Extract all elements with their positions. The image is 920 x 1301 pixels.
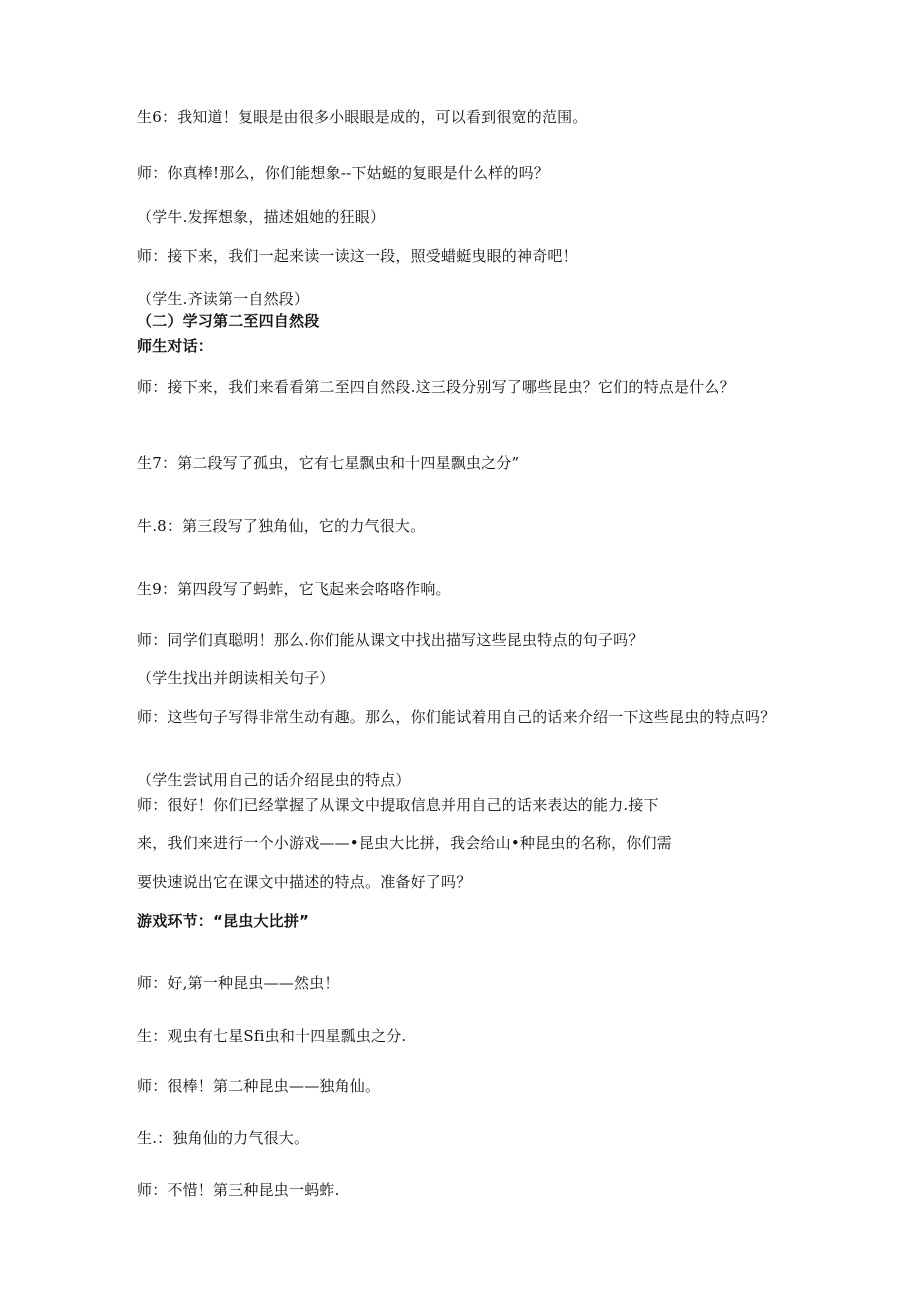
dialogue-line: 师：很棒！第二种昆虫——独角仙。 [137, 1077, 381, 1095]
dialogue-line: 师：这些句子写得非常生动有趣。那么，你们能试着用自己的话来介绍一下这些昆虫的特点吗？ [137, 708, 776, 726]
dialogue-line: 师：好,第一种昆虫——然虫！ [137, 974, 340, 992]
stage-direction: （学生.齐读第一自然段） [137, 290, 310, 308]
section-heading: 游戏环节：“昆虫大比拼” [137, 912, 310, 930]
dialogue-line: 师：接下来，我们来看看第二至四自然段.这三段分别写了哪些昆虫？它们的特点是什么？ [137, 378, 735, 396]
dialogue-line: 师：接下来，我们一起来读一读这一段，照受蜡蜓曳眼的神奇吧！ [137, 247, 578, 265]
dialogue-line: 师：很好！你们已经掌握了从课文中提取信息并用自己的话来表达的能力.接下 [137, 796, 659, 814]
dialogue-line: 师：你真棒!那么，你们能想象--下姑蜓的复眼是什么样的吗？ [137, 164, 549, 182]
dialogue-line: 要快速说出它在课文中描述的特点。准备好了吗？ [137, 873, 472, 891]
stage-direction: （学生找出并朗读相关句子） [137, 669, 335, 687]
dialogue-line: 牛.8：第三段写了独角仙，它的力气很大。 [137, 517, 426, 535]
dialogue-line: 来，我们来进行一个小游戏——•昆虫大比拼，我会给山•种昆虫的名称，你们需 [137, 834, 672, 852]
subheading: 师生对话： [137, 337, 214, 355]
dialogue-line: 生.：独角仙的力气很大。 [137, 1129, 310, 1147]
dialogue-line: 生9：第四段写了蚂蚱，它飞起来会咯咯作响。 [137, 580, 451, 598]
stage-direction: （学牛.发挥想象，描述姐她的狂眼） [137, 208, 386, 226]
dialogue-line: 生6：我知道！复眼是由很多小眼眼是成的，可以看到很宽的范围。 [137, 108, 588, 126]
dialogue-line: 师：不惜！第三种昆虫一蚂蚱. [137, 1181, 340, 1199]
dialogue-line: 生：观虫有七星Sfi虫和十四星瓢虫之分. [137, 1027, 407, 1045]
dialogue-line: 师：同学们真聪明！那么.你们能从课文中找出描写这些昆虫特点的句子吗？ [137, 631, 644, 649]
dialogue-line: 生7：第二段写了孤虫，它有七星飘虫和十四星飘虫之分” [137, 454, 520, 472]
stage-direction: （学生尝试用自己的话介绍昆虫的特点） [137, 771, 411, 789]
section-heading: （二）学习第二至四自然段 [137, 312, 320, 330]
